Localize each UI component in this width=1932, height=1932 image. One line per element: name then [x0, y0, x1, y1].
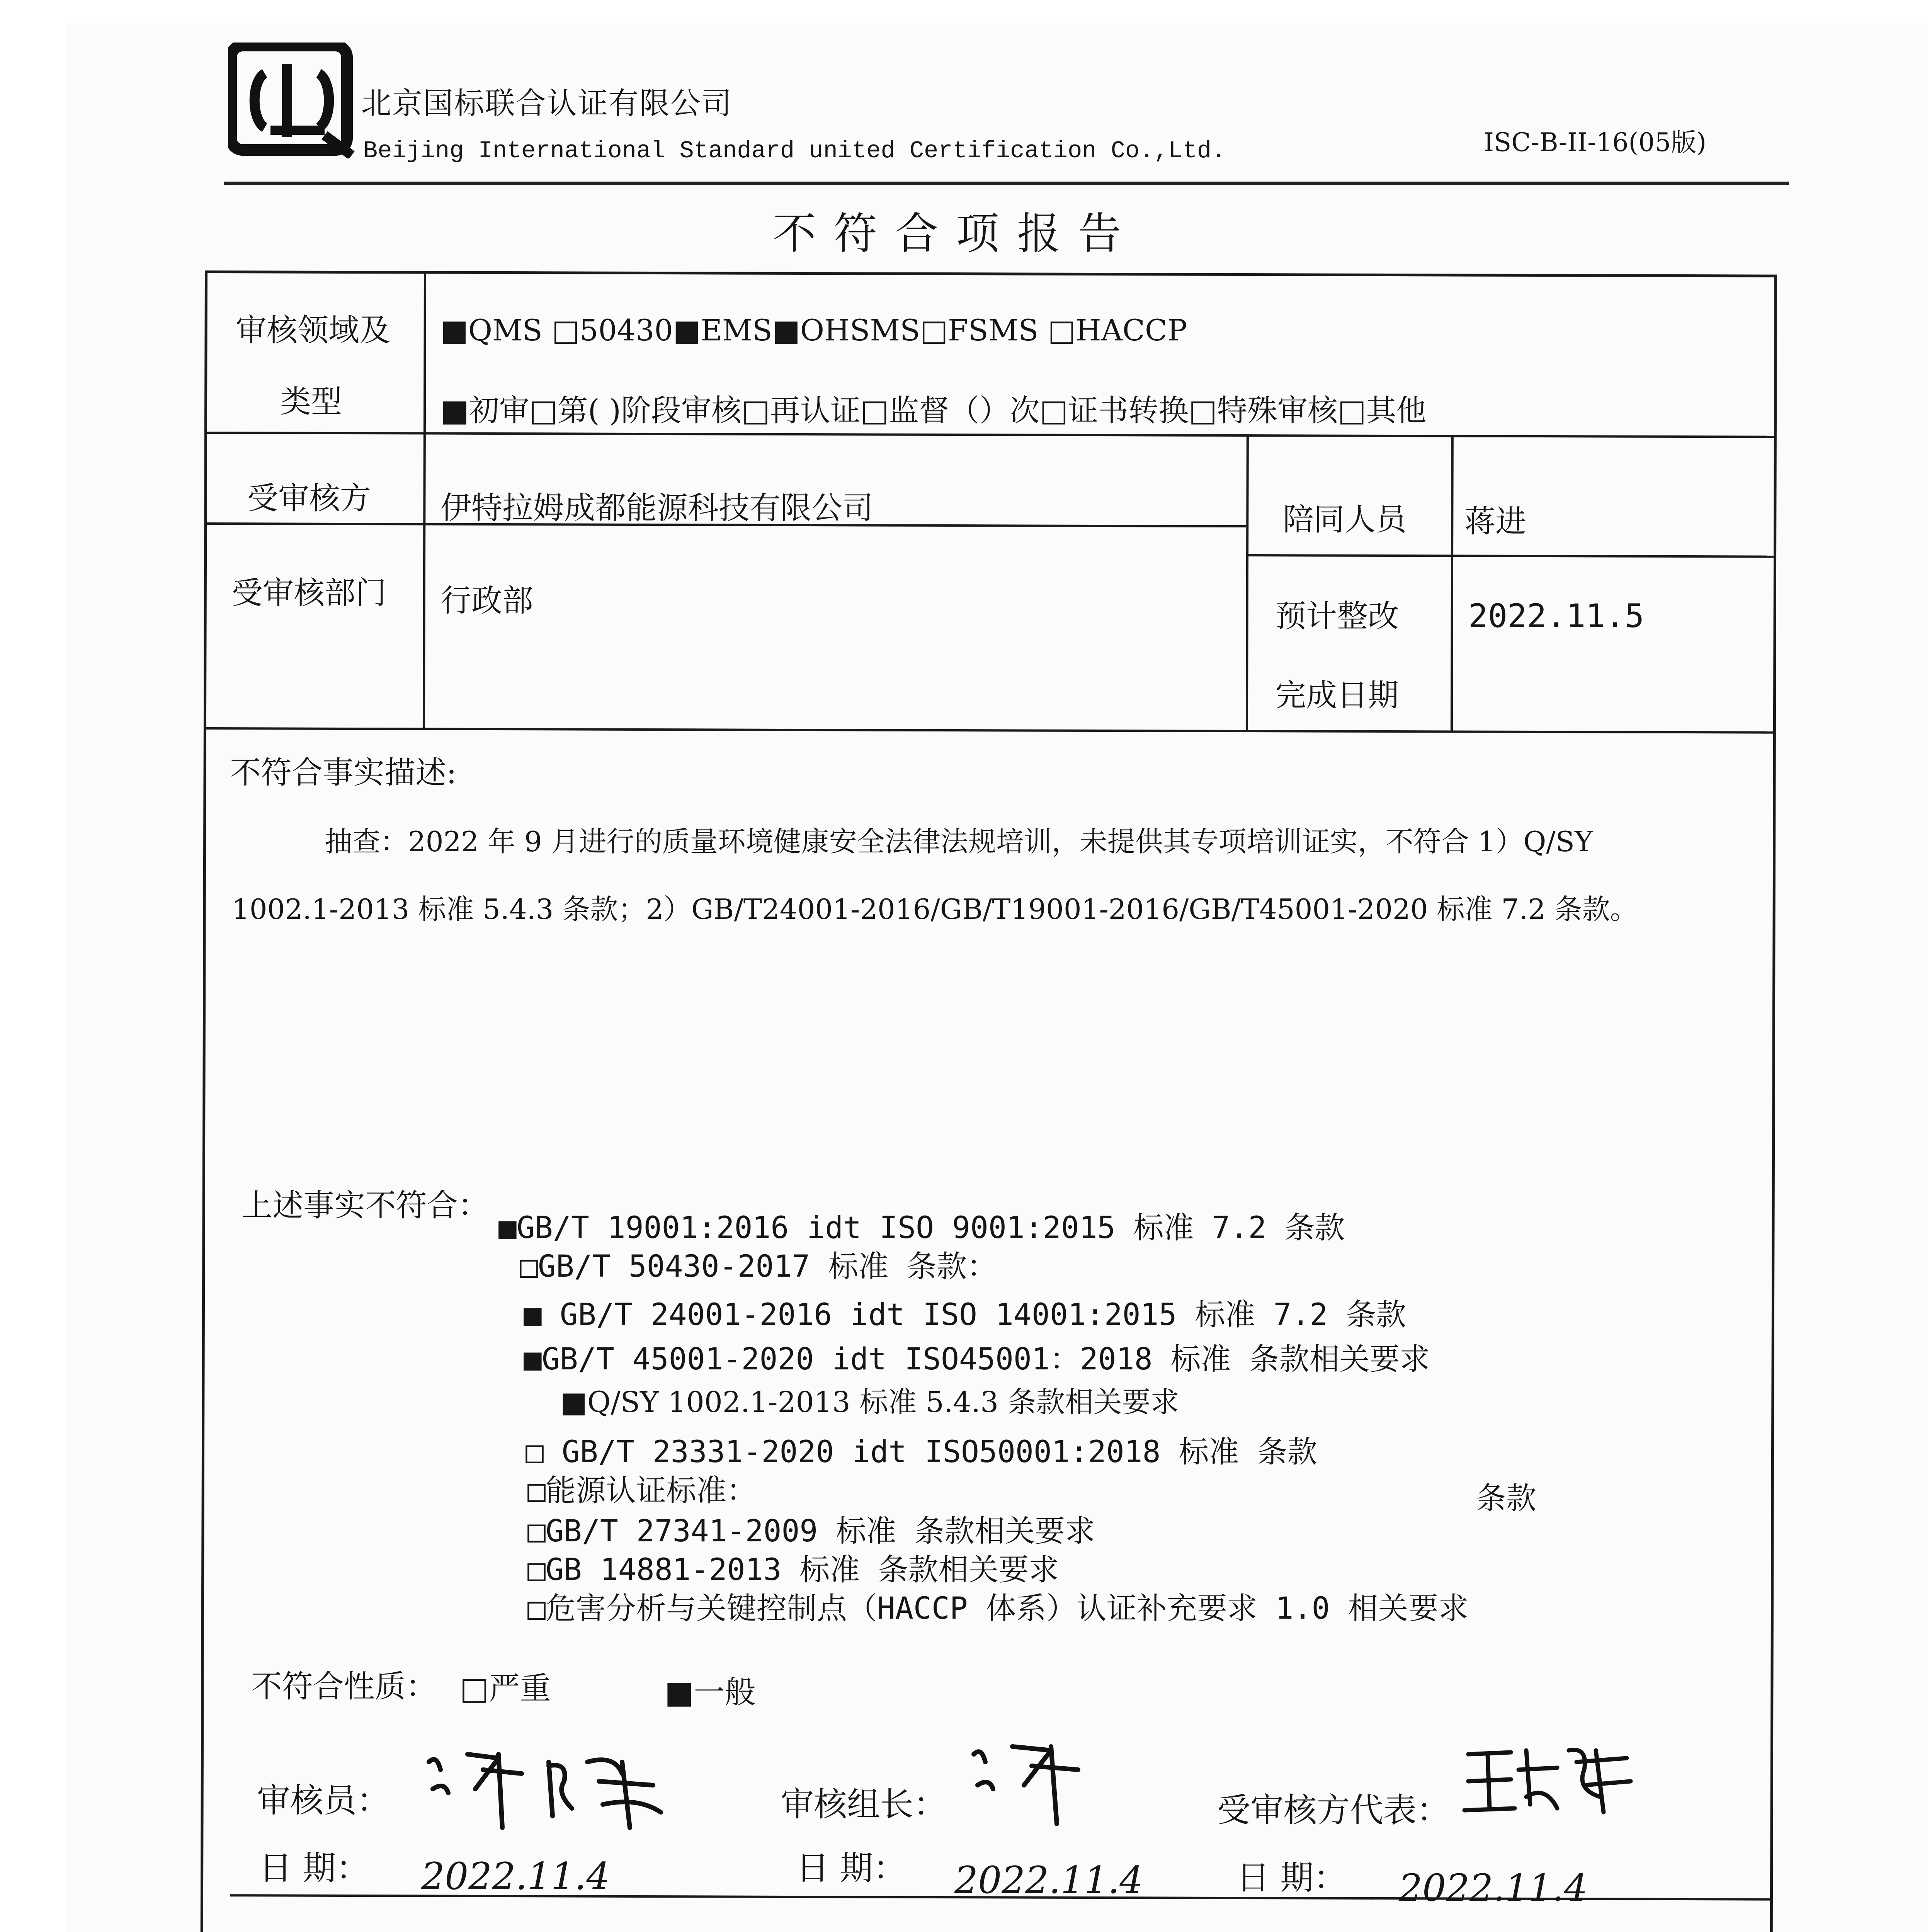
escort-label: 陪同人员: [1283, 502, 1406, 537]
due-label-2: 完成日期: [1275, 677, 1399, 713]
auditee-label: 受审核方: [247, 480, 371, 516]
leader-date-label: 日 期：: [796, 1849, 906, 1888]
due-date-value: 2022.11.5: [1468, 597, 1645, 635]
clause-item: □GB 14881-2013 标准 条款相关要求: [527, 1553, 1059, 1587]
nonconformity-desc-line-1: 抽查：2022 年 9 月进行的质量环境健康安全法律法规培训，未提供其专项培训证实，不符合 1）Q/SY: [325, 825, 1593, 858]
nonconformity-heading: 不符合事实描述:: [230, 755, 457, 791]
rep-date-value: 2022.11.4: [1399, 1866, 1588, 1910]
row-divider: [206, 727, 1773, 734]
clause-item: □危害分析与关键控制点（HACCP 体系）认证补充要求 1.0 相关要求: [527, 1591, 1469, 1626]
header-divider: [224, 182, 1789, 185]
auditor-label: 审核员：: [257, 1781, 390, 1820]
nature-label: 不符合性质：: [251, 1668, 437, 1704]
clause-item: ■ GB/T 24001-2016 idt ISO 14001:2015 标准 7.2 条款: [524, 1298, 1406, 1332]
clause-item: □能源认证标准：: [527, 1473, 757, 1508]
leader-label: 审核组长：: [781, 1785, 947, 1824]
rep-label: 受审核方代表：: [1217, 1791, 1450, 1830]
row-divider: [207, 432, 1774, 438]
clause-item: ■GB/T 19001:2016 idt ISO 9001:2015 标准 7.2 条款: [498, 1211, 1345, 1245]
clause-item: ■Q/SY 1002.1-2013 标准 5.4.3 条款相关要求: [560, 1386, 1179, 1419]
domain-checkboxes: ■QMS □50430■EMS■OHSMS□FSMS □HACCP: [440, 313, 1187, 347]
due-label-1: 预计整改: [1275, 598, 1399, 634]
company-name-en: Beijing International Standard united Certification Co.,Ltd.: [363, 137, 1226, 165]
form-number: ISC-B-II-16(05版): [1484, 128, 1707, 157]
col-divider: [1246, 434, 1249, 730]
audit-domain-label-1: 审核领域及: [236, 312, 390, 348]
escort-value: 蒋进: [1464, 503, 1526, 539]
clauses-intro: 上述事实不符合：: [242, 1187, 489, 1223]
dept-label: 受审核部门: [232, 575, 386, 611]
clause-item: □ GB/T 23331-2020 idt ISO50001:2018 标准 条款: [526, 1435, 1318, 1469]
auditee-value: 伊特拉姆成都能源科技有限公司: [440, 490, 873, 526]
auditor-date-label: 日 期：: [259, 1849, 369, 1888]
audit-type-checkboxes: ■初审□第( )阶段审核□再认证□监督（）次□证书转换□特殊审核□其他: [440, 393, 1427, 428]
nature-general: ■一般: [665, 1674, 756, 1710]
row-divider: [1246, 554, 1774, 558]
dept-value: 行政部: [440, 583, 533, 619]
nonconformity-desc-line-2: 1002.1-2013 标准 5.4.3 条款；2）GB/T24001-2016/GB/T19001-2016/GB/T45001-2020 标准 7.2 条款。: [232, 893, 1638, 925]
auditor-date-value: 2022.11.4: [421, 1855, 610, 1898]
company-name-cn: 北京国标联合认证有限公司: [361, 86, 733, 121]
clause-item: 条款: [1476, 1481, 1537, 1516]
audit-domain-label-2: 类型: [280, 384, 342, 420]
col-divider: [1451, 435, 1454, 730]
clause-item: ■GB/T 45001-2020 idt ISO45001：2018 标准 条款相关要求: [524, 1342, 1430, 1377]
leader-date-value: 2022.11.4: [954, 1859, 1143, 1902]
rep-date-label: 日 期：: [1236, 1859, 1347, 1897]
clause-item: □GB/T 27341-2009 标准 条款相关要求: [527, 1514, 1095, 1549]
leader-signature: [966, 1731, 1113, 1832]
col-divider: [423, 274, 426, 728]
clause-item: □GB/T 50430-2017 标准 条款：: [520, 1249, 997, 1284]
company-logo-icon: [228, 43, 355, 158]
rep-signature: [1461, 1735, 1634, 1824]
report-title: 不符合项报告: [773, 209, 1139, 259]
auditor-signature: [421, 1739, 692, 1835]
nature-severe: □严重: [460, 1670, 551, 1706]
